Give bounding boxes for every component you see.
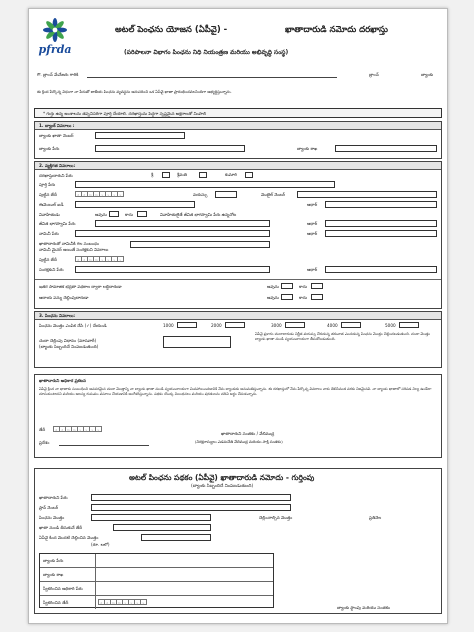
ack-pran-label: ప్రాన్ నెంబర్ bbox=[39, 505, 59, 510]
nominee-aadhaar-field[interactable] bbox=[325, 230, 437, 237]
dob-cell[interactable]: y bbox=[95, 426, 102, 432]
dob-cell[interactable]: y bbox=[128, 599, 135, 605]
bank-name-label: బ్యాంకు పేరు bbox=[39, 146, 60, 151]
account-number-label: బ్యాంకు ఖాతా నెంబర్ bbox=[39, 133, 74, 138]
dob-cell[interactable]: y bbox=[117, 191, 124, 197]
declaration-date-label: తేదీ bbox=[39, 427, 46, 432]
declaration-date-grid[interactable] bbox=[53, 426, 101, 432]
dob-cell[interactable]: d bbox=[98, 599, 105, 605]
dob-cell[interactable]: y bbox=[105, 191, 112, 197]
signature-label: ఖాతాదారుని సంతకం / వేలిముద్ర bbox=[221, 431, 275, 436]
dob-cell[interactable]: y bbox=[134, 599, 141, 605]
ack-debit-date-label: ఖాతా నుండి తీసుకునే తేదీ bbox=[39, 525, 83, 530]
dob-cell[interactable]: y bbox=[83, 426, 90, 432]
aadhaar-field[interactable] bbox=[325, 201, 437, 208]
dob-cell[interactable]: y bbox=[99, 191, 106, 197]
declaration-place-label: ప్రదేశం bbox=[39, 440, 50, 445]
declaration-title: ఖాతాదారుని అధికార ప్రకటన bbox=[39, 378, 86, 383]
amount-3000-checkbox[interactable] bbox=[285, 322, 305, 328]
mobile-label: మొబైల్ నెంబర్ bbox=[261, 192, 286, 197]
form-subtitle: (పరిపాలనా విభాగం పింఛను నిధి నియంత్రణ మరియు అభివృద్ధి సంస్థ) bbox=[124, 49, 289, 56]
ack-stamp-label: బ్యాంకు స్టాంపు మరియు సంతకం bbox=[337, 605, 391, 610]
dob-cell[interactable]: y bbox=[89, 426, 96, 432]
intro-line: ఈ క్రింద పేర్కొన్న విధంగా నా పేరుతో జాతీయ పింఛను వ్యవస్థను అనుసరించి ఒక ఏపీవై ఖాతా ప్రారంభించవలసిందిగా అభ్యర్థిస్తున్నాను. bbox=[37, 89, 232, 94]
amount-4000-checkbox[interactable] bbox=[341, 322, 361, 328]
dob-cell[interactable]: y bbox=[111, 191, 118, 197]
section2-title: 2. వ్యక్తిగత వివరాలు: bbox=[39, 163, 76, 168]
email-field[interactable] bbox=[75, 201, 195, 208]
ack-first-amount-label: ఏపీవై కింద మొదటి చెల్లించిన మొత్తం bbox=[39, 535, 99, 540]
section-bank-details bbox=[34, 121, 442, 159]
ack-pran-field[interactable] bbox=[91, 504, 291, 511]
income-tax-no-label: కాదు bbox=[299, 295, 308, 300]
section-pension-details bbox=[34, 311, 442, 368]
guardian-name-field[interactable] bbox=[75, 266, 270, 273]
dob-cell[interactable]: m bbox=[117, 601, 121, 605]
married-no-checkbox[interactable] bbox=[137, 211, 147, 217]
income-tax-yes-label: అవును bbox=[267, 295, 279, 300]
dob-cell[interactable]: d bbox=[75, 191, 82, 197]
amount-1000-checkbox[interactable] bbox=[177, 322, 197, 328]
dob-cell[interactable]: y bbox=[122, 599, 129, 605]
dob-cell[interactable]: y bbox=[99, 256, 106, 262]
form-title-left: అటల్ పెంఛను యోజన (ఏపీవై) - bbox=[115, 25, 228, 35]
dob-cell[interactable]: y bbox=[140, 599, 147, 605]
dob-cell[interactable]: d bbox=[104, 599, 111, 605]
age-label: వయస్సు bbox=[193, 192, 208, 197]
spouse-aadhaar-field[interactable] bbox=[325, 220, 437, 227]
dob-cell[interactable]: d bbox=[75, 256, 82, 262]
dob-cell[interactable]: d bbox=[59, 426, 66, 432]
married-yes-label: అవును bbox=[95, 212, 107, 217]
married-label: వివాహితుడు bbox=[39, 212, 60, 217]
dob-cell[interactable]: m bbox=[88, 258, 92, 262]
dob-grid[interactable] bbox=[75, 191, 123, 197]
ack-name-label: ఖాతాదారుని పేరు bbox=[39, 495, 68, 500]
ack-received-date-grid[interactable] bbox=[98, 599, 146, 605]
dob-cell[interactable]: y bbox=[105, 256, 112, 262]
spouse-aadhaar-label: ఆధార్ bbox=[307, 221, 318, 226]
ack-pension-label: పింఛను మొత్తం bbox=[39, 515, 65, 520]
srimathi-label: శ్రీమతి bbox=[177, 172, 188, 177]
amount-4000-label: 4000 bbox=[327, 323, 338, 328]
section-declaration bbox=[34, 374, 442, 458]
pfrda-logo bbox=[35, 17, 75, 57]
amount-2000-label: 2000 bbox=[211, 323, 222, 328]
nominee-name-label: నామినీ పేరు bbox=[39, 231, 59, 236]
bank-name-field[interactable] bbox=[95, 145, 245, 152]
sri-label: శ్రీ bbox=[151, 172, 154, 177]
sri-checkbox[interactable] bbox=[162, 172, 170, 178]
dob-cell[interactable]: m bbox=[66, 428, 70, 432]
nominee-aadhaar-label: ఆధార్ bbox=[307, 231, 318, 236]
mandatory-note bbox=[34, 108, 442, 118]
section-personal-details bbox=[34, 161, 442, 309]
full-name-label: పూర్తి పేరు bbox=[39, 182, 56, 187]
dob-cell[interactable]: d bbox=[53, 426, 60, 432]
application-form bbox=[28, 8, 448, 624]
other-scheme-no-checkbox[interactable] bbox=[311, 283, 323, 289]
guardian-aadhaar-field[interactable] bbox=[325, 266, 437, 273]
contribution-field[interactable] bbox=[163, 336, 231, 348]
income-tax-yes-checkbox[interactable] bbox=[281, 294, 293, 300]
to-label: గౌ. బ్రాంచ్ మేనేజరు గారికి bbox=[37, 72, 79, 77]
ack-bank-name-label: బ్యాంకు పేరు bbox=[43, 558, 64, 563]
ack-officer-label: స్వీకరించిన అధికారి పేరు bbox=[43, 586, 83, 591]
dob-cell[interactable]: d bbox=[81, 256, 88, 262]
bank-label: బ్యాంకు bbox=[421, 72, 434, 77]
married-yes-checkbox[interactable] bbox=[109, 211, 119, 217]
other-scheme-no-label: కాదు bbox=[299, 284, 308, 289]
ack-branch-label: బ్యాంకు శాఖ bbox=[43, 572, 64, 577]
ack-name-field[interactable] bbox=[91, 494, 291, 501]
pension-note: ఏపీవై ప్రకారం చందాదారుడు నిర్ణీత వయస్సు చేరుకున్న తరువాత ఎంచుకున్న పింఛను మొత్తం చెల్లించబడుతుంది. చందా మొత్తం బ్యాంకు ఖాతా నుండి స్వయంచాలకంగా తీసుకోబడుతుంది. bbox=[255, 332, 431, 341]
ack-first-amount-field[interactable] bbox=[141, 534, 211, 541]
bank-branch-label: బ్యాంకు శాఖ bbox=[297, 146, 318, 151]
other-scheme-yes-checkbox[interactable] bbox=[281, 283, 293, 289]
spouse-name-label: జీవిత భాగస్వామి పేరు bbox=[39, 221, 76, 226]
married-no-label: కాదు bbox=[125, 212, 134, 217]
kumari-checkbox[interactable] bbox=[245, 172, 253, 178]
ack-contribution-label: చెల్లించాల్సిన మొత్తం bbox=[259, 515, 293, 520]
dob-cell[interactable]: m bbox=[94, 258, 98, 262]
guardian-name-label: సంరక్షకుని పేరు bbox=[39, 267, 64, 272]
minor-question: నామినీ మైనర్ అయితే సంరక్షకుని వివరాలు bbox=[39, 247, 109, 252]
dob-cell[interactable]: y bbox=[77, 426, 84, 432]
full-name-field[interactable] bbox=[75, 181, 335, 188]
kumari-label: కుమారి bbox=[225, 172, 237, 177]
spouse-question: వివాహితులైతే జీవిత భాగస్వామి పేరు ఉన్నచోట bbox=[160, 212, 237, 217]
other-scheme-label: ఇతర సామాజిక భద్రతా పథకాల ద్వారా లబ్ధిదారుడా bbox=[39, 284, 122, 289]
ack-debit-date-field[interactable] bbox=[113, 524, 211, 531]
account-number-field[interactable] bbox=[95, 132, 185, 139]
nominee-relation-field[interactable] bbox=[130, 241, 270, 248]
applicant-name-label: దరఖాస్తుదారుని పేరు bbox=[39, 173, 73, 178]
guardian-dob-grid[interactable] bbox=[75, 256, 123, 262]
guardian-aadhaar-label: ఆధార్ bbox=[307, 267, 318, 272]
srimathi-checkbox[interactable] bbox=[199, 172, 207, 178]
dob-label: పుట్టిన తేదీ bbox=[39, 192, 57, 197]
age-field[interactable] bbox=[215, 191, 237, 198]
amount-3000-label: 3000 bbox=[271, 323, 282, 328]
to-line bbox=[87, 77, 337, 78]
spouse-name-field[interactable] bbox=[95, 220, 270, 227]
contribution-label: చందా చెల్లింపు విధానం (మాసవారీ) bbox=[39, 338, 97, 343]
pension-amount-label: పింఛను మొత్తం ఎంపిక చేసి (✓) చేయండి bbox=[39, 323, 107, 328]
nominee-name-field[interactable] bbox=[75, 230, 270, 237]
dob-cell[interactable]: m bbox=[94, 193, 98, 197]
dob-cell[interactable]: y bbox=[117, 256, 124, 262]
mandatory-note-text: * గుర్తు ఉన్న అంశాలను తప్పనిసరిగా పూర్తి చేయాలి. దరఖాస్తును పెద్దగా స్పష్టమైన అక్షరాలతో నింపాలి bbox=[43, 111, 207, 116]
mobile-field[interactable] bbox=[297, 191, 437, 198]
contribution-label-2: (బ్యాంకు సిబ్బందిచే నింపబడుతుంది) bbox=[39, 344, 99, 349]
amount-5000-label: 5000 bbox=[385, 323, 396, 328]
branch-label: బ్రాంచ్ bbox=[369, 72, 379, 77]
ack-pension-field[interactable] bbox=[91, 514, 211, 521]
bank-branch-field[interactable] bbox=[335, 145, 437, 152]
guardian-dob-label: పుట్టిన తేదీ bbox=[39, 257, 57, 262]
place-line bbox=[59, 445, 149, 446]
dob-cell[interactable]: m bbox=[88, 193, 92, 197]
aadhaar-label: ఆధార్ bbox=[307, 202, 318, 207]
dob-cell[interactable]: m bbox=[111, 601, 115, 605]
form-title-right: ఖాతాదారుడి నమోదు దరఖాస్తు bbox=[285, 25, 388, 35]
nominee-relation-label: ఖాతాదారుతో నామినీకి గల సంబంధం bbox=[39, 241, 100, 246]
other-scheme-yes-label: అవును bbox=[267, 284, 279, 289]
email-label: ఈమెయిల్ ఐడీ bbox=[39, 202, 64, 207]
ack-rupees-label: (రూ. లలో) bbox=[91, 542, 110, 547]
signature-label-2: (నిరక్షరాస్యులు ఎడమచేతి వేలిముద్ర మరియు సాక్షి సంతకం) bbox=[195, 439, 283, 444]
ack-title: అటల్ పింఛను పథకం (ఏపీవై) ఖాతాదారుడి నమోదు - గుర్తింపు bbox=[129, 473, 315, 482]
section3-title: 3. పింఛను వివరాలు: bbox=[39, 313, 76, 318]
dob-cell[interactable]: d bbox=[81, 191, 88, 197]
amount-1000-label: 1000 bbox=[163, 323, 174, 328]
amount-5000-checkbox[interactable] bbox=[399, 322, 419, 328]
declaration-text: ఏపీవై క్రింద నా ఖాతాకు సంబంధించి అవసరమైన చందా మొత్తాన్ని నా బ్యాంకు ఖాతా నుండి స్వయంచాలకంగా మినహాయించడానికి నేను బ్యాంకుకు అనుమతిస్తున్నాను. ఈ దరఖాస్తులో నేను పేర్కొన్న వివరాలు నాకు తెలిసినంత వరకు నిజమైనవి. నా బ్యాంకు ఖాతాలో సరిపడ నిల్వ ఉండేలా చూసుకుంటానని మరియు ఆలస్య రుసుము వసూలు చేయడానికి అంగీకరిస్తున్నాను. పథకం యొక్క నిబంధనలు మరియు షరతులను చదివి అర్థం చేసుకున్నాను. bbox=[39, 387, 432, 396]
logo-text: pfrda bbox=[38, 43, 72, 56]
amount-2000-checkbox[interactable] bbox=[225, 322, 245, 328]
section-acknowledgement bbox=[34, 468, 442, 614]
income-tax-no-checkbox[interactable] bbox=[311, 294, 323, 300]
ack-subtitle: (బ్యాంకు సిబ్బందిచే నింపబడుతుంది) bbox=[191, 484, 254, 489]
dob-cell[interactable]: y bbox=[111, 256, 118, 262]
ack-frequency-label: ప్రతినెల bbox=[369, 515, 382, 520]
section1-title: 1. బ్యాంక్ వివరాలు : bbox=[39, 123, 75, 128]
ack-received-date-label: స్వీకరించిన తేదీ bbox=[43, 600, 69, 605]
dob-cell[interactable]: m bbox=[72, 428, 76, 432]
income-tax-label: ఆదాయ పన్ను చెల్లింపుదారుడా bbox=[39, 295, 89, 300]
ack-bank-table bbox=[39, 553, 274, 608]
